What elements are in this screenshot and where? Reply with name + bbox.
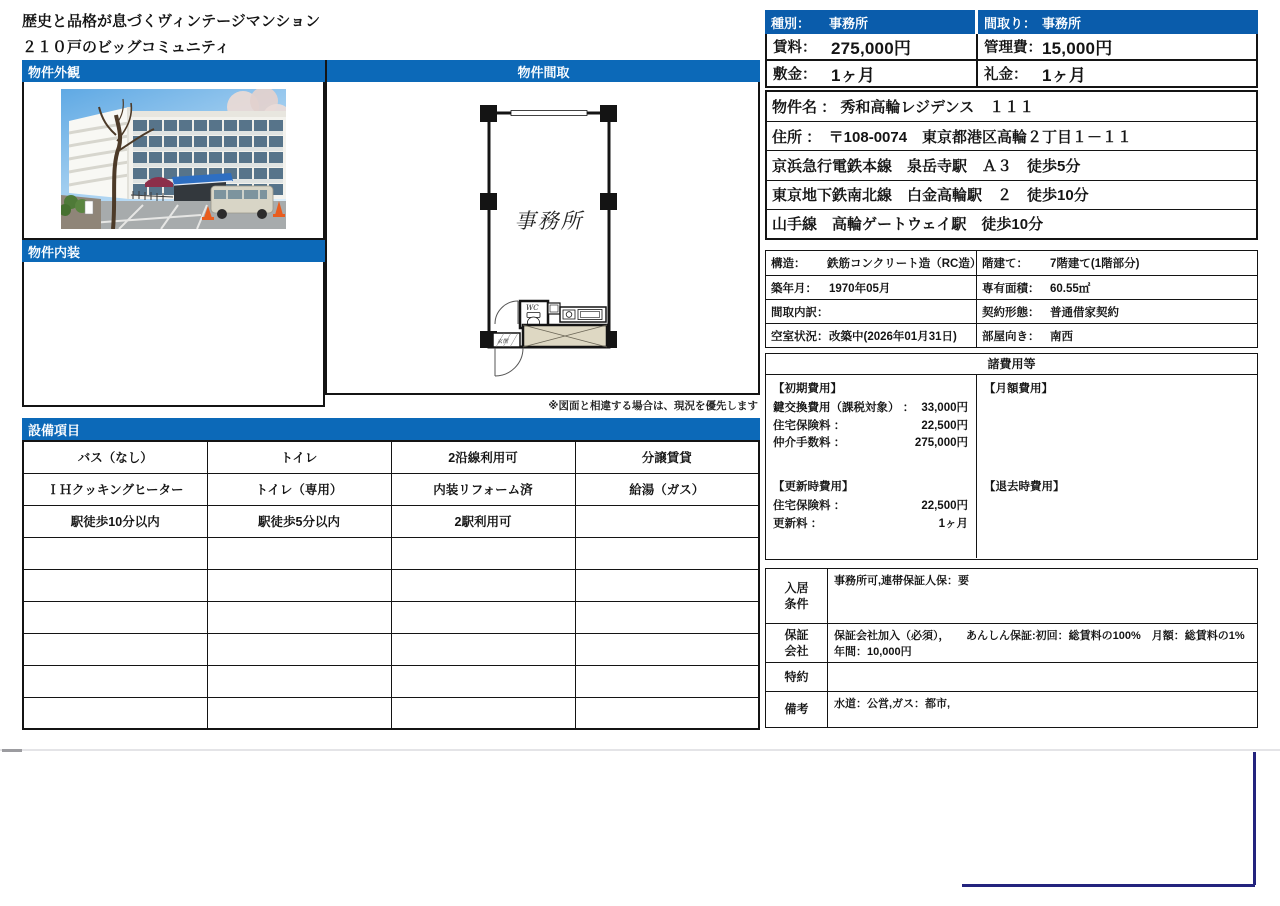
special-terms-label-cell [766, 663, 828, 691]
equipment-cell: 給湯（ガス） [575, 473, 759, 505]
wc-label: WC [526, 304, 539, 312]
cost-item [773, 435, 968, 453]
equipment-row [23, 601, 759, 633]
vacancy-cell [766, 324, 977, 347]
equipment-row [23, 633, 759, 665]
equipment-cell [391, 633, 575, 665]
built-value: 1970年05月 [829, 282, 891, 295]
costs-body [766, 375, 1257, 558]
summary-deposit-row [765, 61, 1258, 88]
summary-type-cell [765, 10, 978, 34]
reikin-label: 礼金： [984, 67, 1028, 83]
vacancy-value: 改築中(2026年01月31日) [829, 330, 957, 343]
next-page-border-vertical [1253, 752, 1256, 885]
conditions-row [766, 691, 1257, 727]
conditions-row [766, 569, 1257, 623]
summary-madori-cell [978, 10, 1258, 34]
property-address-row: 住所 ： 〒108-0074 東京都港区高輪２丁目１－１１ [767, 121, 1256, 150]
summary-table [765, 10, 1258, 88]
costs-left-column [766, 375, 977, 558]
madori-value: 事務所 [1042, 15, 1082, 31]
equipment-row [23, 537, 759, 569]
cost-item-value: 33,000円 [921, 402, 968, 414]
kanri-label: 管理費： [984, 40, 1042, 56]
madori-label: 間取り： [984, 15, 1037, 31]
area-value: 60.55㎡ [1050, 282, 1091, 295]
equipment-cell: 2駅利用可 [391, 505, 575, 537]
equipment-cell [207, 633, 391, 665]
details-row [766, 323, 1257, 347]
equipment-cell: バス（なし） [23, 441, 207, 473]
shikikin-cell [767, 61, 978, 86]
rent-value: 275,000円 [831, 39, 912, 58]
built-cell [766, 276, 977, 299]
entrance-genkan [493, 333, 520, 347]
entrance-label: 玄関 [497, 339, 509, 345]
access-row: 東京地下鉄南北線 白金高輪駅 ２ 徒歩10分 [767, 180, 1256, 209]
equipment-cell [391, 665, 575, 697]
equipment-cell [23, 633, 207, 665]
costs-table [765, 353, 1258, 560]
cost-item-label: 更新料 ： [773, 517, 823, 530]
contract-label: 契約形態： [982, 306, 1040, 319]
equipment-cell [575, 633, 759, 665]
interior-photo-box [22, 262, 325, 407]
layout-detail-label: 間取内訳： [771, 306, 829, 319]
equipment-cell [575, 665, 759, 697]
special-terms-value [828, 663, 1257, 691]
property-name-row: 物件名 ： 秀和高輪レジデンス １１１ [772, 99, 1035, 117]
equipment-cell [575, 601, 759, 633]
equipment-cell [391, 697, 575, 729]
monthly-costs-title: 【月額費用】 [984, 383, 1053, 395]
equipment-cell: 2沿線利用可 [391, 441, 575, 473]
details-row [766, 251, 1257, 275]
equipment-cell [207, 569, 391, 601]
rent-cell [767, 34, 978, 59]
guarantor-company-value: 保証会社加入（必須）， あんしん保証:初回：総賃料の100% 月額：総賃料の1% 年間：10,000円 [834, 630, 1256, 658]
equipment-cell [207, 697, 391, 729]
page-separator [0, 749, 1280, 751]
equipment-cell [207, 665, 391, 697]
equipment-cell [575, 505, 759, 537]
cost-item-label: 鍵交換費用（課税対象） ： [773, 402, 915, 414]
exterior-photo [61, 89, 286, 229]
hatched-area [523, 325, 607, 347]
type-value: 事務所 [829, 15, 869, 31]
equipment-cell: トイレ（専用） [207, 473, 391, 505]
equipment-row [23, 569, 759, 601]
floors-label: 階建て： [982, 258, 1028, 270]
cost-item-label: 住宅保険料 ： [773, 419, 846, 432]
equipment-cell [575, 569, 759, 601]
equipment-section-header: 設備項目 [22, 418, 760, 440]
floors-cell [977, 251, 1257, 275]
floorplan-section-header: 物件間取 [325, 60, 760, 82]
equipment-cell: 駅徒歩5分以内 [207, 505, 391, 537]
facing-label: 部屋向き： [982, 330, 1040, 343]
equipment-cell [207, 601, 391, 633]
summary-header-row [765, 10, 1258, 34]
contract-value: 普通借家契約 [1050, 306, 1119, 319]
summary-rent-row [765, 34, 1258, 61]
special-terms-label: 特約 [784, 669, 809, 684]
equipment-cell [23, 537, 207, 569]
costs-header: 諸費用等 [766, 354, 1257, 375]
equipment-cell [23, 601, 207, 633]
floor-plan [327, 82, 758, 391]
equipment-cell: ＩＨクッキングヒーター [23, 473, 207, 505]
cost-item [773, 418, 968, 436]
renewal-costs-block [773, 478, 968, 533]
structure-label: 構造： [771, 258, 806, 270]
facing-cell [977, 324, 1257, 347]
floorplan-box [325, 82, 760, 395]
equipment-cell [23, 569, 207, 601]
facing-value: 南西 [1050, 330, 1073, 343]
moveout-costs-block [984, 478, 1249, 498]
floorplan-note: ※図面と相違する場合は、現況を優先します [548, 400, 758, 412]
cost-item [773, 498, 968, 516]
type-label: 種別： [771, 15, 811, 31]
details-table [765, 250, 1258, 348]
cost-item-label: 住宅保険料 ： [773, 500, 846, 512]
equipment-cell [23, 665, 207, 697]
page-subtitle: ２１０戸のビッグコミュニティ [22, 39, 230, 56]
monthly-costs-block [984, 380, 1249, 400]
equipment-cell: 内装リフォーム済 [391, 473, 575, 505]
remarks-value: 水道：公営,ガス：都市, [834, 698, 951, 710]
remarks-label-cell [766, 692, 828, 727]
area-cell [977, 276, 1257, 299]
equipment-cell [207, 537, 391, 569]
equipment-cell [575, 537, 759, 569]
interior-section-header: 物件内装 [22, 240, 325, 262]
property-info-table [765, 90, 1258, 240]
built-label: 築年月： [771, 282, 817, 295]
moveout-costs-title: 【退去時費用】 [984, 481, 1065, 493]
cost-item-value: 1ヶ月 [938, 517, 968, 530]
cost-item-value: 275,000円 [914, 437, 968, 449]
area-label: 専有面積： [982, 282, 1040, 295]
equipment-row [23, 473, 759, 505]
equipment-cell: トイレ [207, 441, 391, 473]
shikikin-value: 1ヶ月 [831, 66, 876, 85]
equipment-cell [391, 537, 575, 569]
vacancy-label: 空室状況： [771, 330, 829, 343]
equipment-row [23, 505, 759, 537]
guarantor-company-label: 保証会社 [784, 627, 809, 658]
cost-item-value: 22,500円 [921, 500, 968, 512]
floorplan-room-label: 事務所 [514, 209, 584, 233]
equipment-cell [391, 601, 575, 633]
reikin-value: 1ヶ月 [1042, 66, 1087, 85]
initial-costs-block [773, 380, 968, 453]
cost-item-label: 仲介手数料 ： [773, 437, 846, 449]
equipment-cell: 分譲賃貸 [575, 441, 759, 473]
details-row [766, 299, 1257, 323]
layout-detail-cell [766, 300, 977, 323]
costs-right-column [977, 375, 1257, 558]
equipment-cell [23, 697, 207, 729]
initial-costs-title: 【初期費用】 [773, 383, 842, 395]
conditions-row [766, 623, 1257, 662]
next-page-border-horizontal [962, 884, 1255, 887]
exterior-section-header: 物件外観 [22, 60, 325, 82]
structure-value: 鉄筋コンクリート造（RC造） [826, 258, 982, 270]
reikin-cell [978, 61, 1256, 86]
floors-value: 7階建て(1階部分) [1050, 258, 1140, 270]
left-ground [61, 195, 101, 229]
structure-cell [766, 251, 982, 275]
equipment-table [22, 440, 760, 730]
rent-label: 賃料： [773, 40, 817, 56]
page-title: 歴史と品格が息づくヴィンテージマンション [22, 13, 321, 30]
move-in-conditions-label: 入居条件 [784, 580, 809, 611]
equipment-cell: 駅徒歩10分以内 [23, 505, 207, 537]
contract-cell [977, 300, 1257, 323]
guarantor-company-label-cell [766, 624, 828, 662]
move-in-conditions-label-cell [766, 569, 828, 623]
access-row: 山手線 高輪ゲートウェイ駅 徒歩10分 [767, 209, 1256, 238]
cost-item [773, 516, 968, 534]
equipment-cell [575, 697, 759, 729]
details-row [766, 275, 1257, 299]
equipment-cell [391, 569, 575, 601]
cost-item [773, 400, 968, 418]
equipment-row [23, 665, 759, 697]
move-in-conditions-value: 事務所可,連帯保証人保：要 [834, 575, 970, 587]
conditions-row [766, 662, 1257, 691]
equipment-row [23, 697, 759, 729]
exterior-photo-box [22, 82, 325, 240]
cost-item-value: 22,500円 [921, 419, 968, 432]
renewal-costs-title: 【更新時費用】 [773, 481, 854, 493]
remarks-label: 備考 [784, 702, 809, 717]
kanri-cell [978, 34, 1256, 59]
shikikin-label: 敷金： [773, 67, 817, 83]
access-row: 京浜急行電鉄本線 泉岳寺駅 Ａ３ 徒歩5分 [767, 150, 1256, 179]
equipment-row [23, 441, 759, 473]
conditions-table [765, 568, 1258, 728]
kanri-value: 15,000円 [1042, 39, 1113, 58]
page-separator-mark [2, 749, 22, 752]
